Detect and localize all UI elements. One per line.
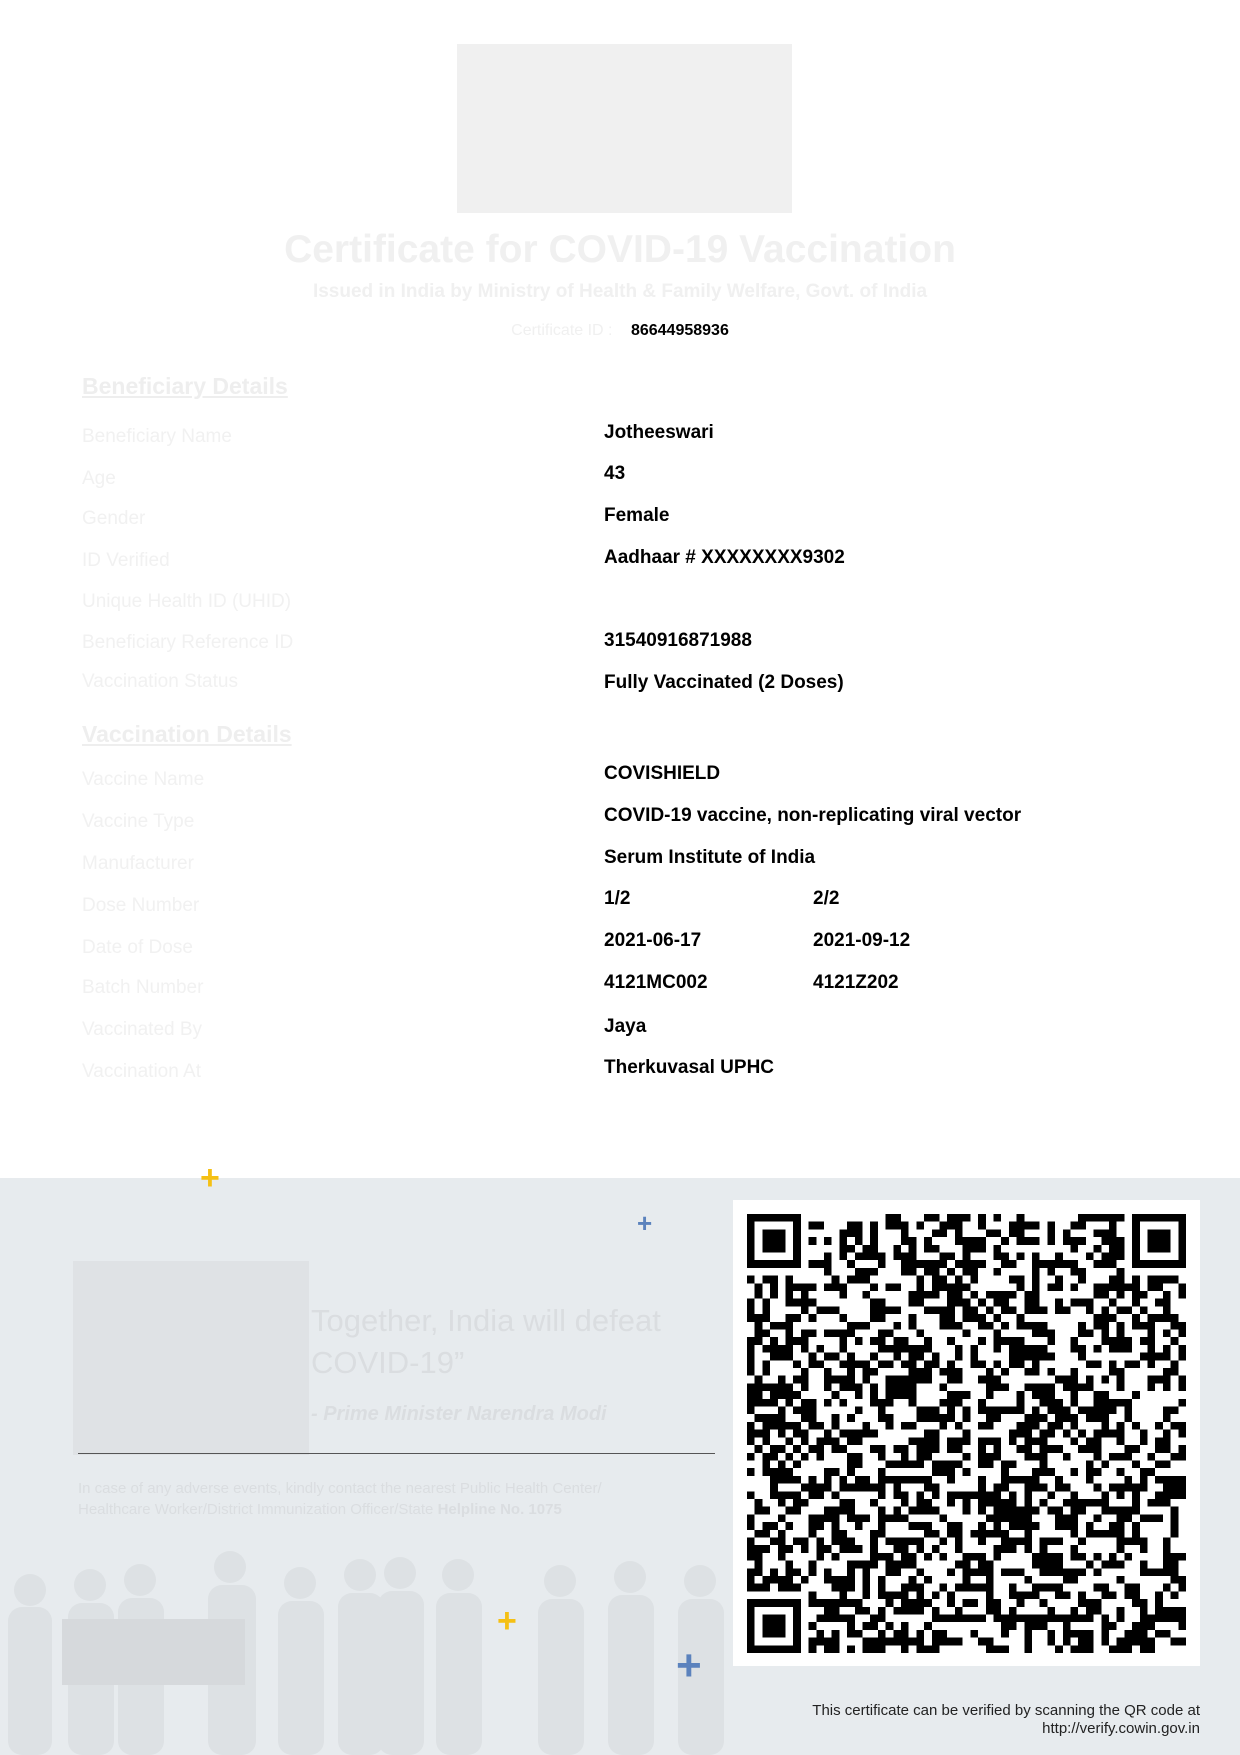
vaccination-status-value: Fully Vaccinated (2 Doses)	[604, 672, 844, 693]
footer-logo-placeholder	[62, 1619, 245, 1685]
certificate-subtitle: Issued in India by Ministry of Health & Family Welfare, Govt. of India	[312, 281, 928, 302]
beneficiary-name-label: Beneficiary Name	[82, 426, 232, 447]
manufacturer-value: Serum Institute of India	[604, 847, 816, 868]
vaccine-name-value: COVISHIELD	[604, 763, 721, 784]
quote-text: Together, India will defeat COVID-19”	[311, 1303, 661, 1380]
vaccine-name-label: Vaccine Name	[82, 769, 205, 790]
vaccination-status-label: Vaccination Status	[82, 671, 238, 692]
id-verified-value: Aadhaar # XXXXXXXX9302	[604, 547, 845, 568]
plus-icon: +	[676, 1641, 702, 1690]
qr-code-icon	[747, 1214, 1186, 1653]
batch-number-value-1: 4121MC002	[604, 972, 708, 993]
verify-text	[812, 1702, 1200, 1738]
dose-number-value-1: 1/2	[604, 888, 631, 909]
vaccinated-by-value: Jaya	[604, 1016, 647, 1037]
certificate-title: Certificate for COVID-19 Vaccination	[284, 228, 956, 271]
gender-label: Gender	[82, 508, 146, 529]
helpline-number: Helpline No. 1075	[437, 1501, 562, 1518]
batch-number-label: Batch Number	[82, 977, 204, 998]
logo-image	[457, 44, 792, 213]
footer-divider	[78, 1453, 715, 1454]
dose-number-label: Dose Number	[82, 895, 200, 916]
prime-minister-photo	[73, 1261, 309, 1455]
quote-author: - Prime Minister Narendra Modi	[311, 1403, 607, 1425]
vaccination-heading: Vaccination Details	[82, 721, 292, 747]
beneficiary-heading: Beneficiary Details	[82, 373, 288, 399]
plus-icon: +	[497, 1602, 517, 1640]
certificate-id-label: Certificate ID :	[511, 322, 613, 339]
date-of-dose-value-1: 2021-06-17	[604, 930, 702, 951]
beneficiary-name-value: Jotheeswari	[604, 422, 714, 443]
verify-url: http://verify.cowin.gov.in	[1042, 1720, 1200, 1737]
reference-id-label: Beneficiary Reference ID	[82, 632, 294, 653]
vaccination-at-value: Therkuvasal UPHC	[604, 1057, 775, 1078]
plus-icon: +	[637, 1208, 653, 1238]
vaccine-type-label: Vaccine Type	[82, 811, 195, 832]
dose-number-value-2: 2/2	[813, 888, 840, 909]
vaccinated-by-label: Vaccinated By	[82, 1019, 203, 1040]
vaccination-at-label: Vaccination At	[82, 1061, 202, 1082]
manufacturer-label: Manufacturer	[82, 853, 194, 874]
batch-number-value-2: 4121Z202	[813, 972, 899, 993]
certificate-id-value: 86644958936	[630, 322, 729, 339]
gender-value: Female	[604, 505, 670, 526]
id-verified-label: ID Verified	[82, 550, 170, 571]
uhid-label: Unique Health ID (UHID)	[82, 591, 292, 612]
helpline-text	[78, 1478, 678, 1520]
helpline-body: In case of any adverse events, kindly contact the nearest Public Health Center/ Healthcare Worker/District Immunization Officer/State	[78, 1480, 602, 1518]
reference-id-value: 31540916871988	[604, 630, 752, 651]
plus-icon: +	[200, 1159, 220, 1197]
date-of-dose-label: Date of Dose	[82, 937, 193, 958]
age-label: Age	[82, 468, 116, 489]
verify-line-1: This certificate can be verified by scanning the QR code at	[812, 1702, 1200, 1719]
vaccine-type-value: COVID-19 vaccine, non-replicating viral vector	[604, 805, 1022, 826]
age-value: 43	[604, 463, 626, 484]
date-of-dose-value-2: 2021-09-12	[813, 930, 911, 951]
certificate-id-row	[0, 322, 1240, 340]
